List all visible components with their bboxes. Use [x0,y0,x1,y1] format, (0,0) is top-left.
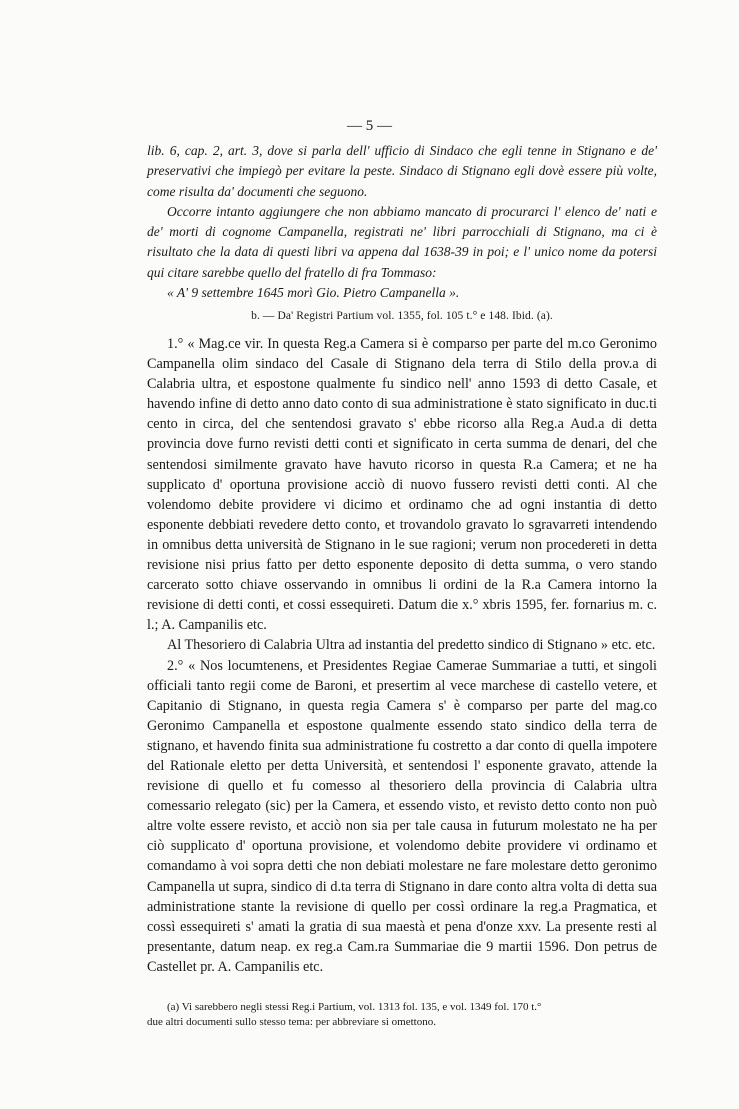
page-number: — 5 — [347,118,392,134]
source-reference: b. — Da' Registri Partium vol. 1355, fol. 105 t.° e 148. Ibid. (a). [251,310,553,322]
intro-text [147,141,657,303]
document-one: 1.° « Mag.ce vir. In questa Reg.a Camera si è comparso per parte del m.co Geronimo Campanella olim sindaco del Casale di Stignano dela terra di Stilo della prov.a di Calabria ultra, et espostone qualmente fu sindico nell' anno 1593 di detto Casale, et havendo infine di detto anno dato conto di sua administratione è stato significato in duc.ti cento in circa, del che sentendosi gravato s' ebbe ricorso alla Reg.a Aud.a di detta provincia dove furno revisti detti conti et significato in certa summa de denari, del che sentendosi similmente gravato have havuto ricorso in questa R.a Camera; et ne ha supplicato d' oportuna provisione acciò di nuovo fussero revisti detti conti. Al che volendomo debite providere vi dicimo et ordinamo che ad ogni instantia di detto esponente debbiati revedere detto conto, et trovandolo gravato lo sgravarreti intendendo in omnibus detta università de Stignano in le sue ragioni; verum non procedereti in detta revisione nisi prius fatto per detto esponente deposito di detta summa, o vero stando carcerato sotto chiave osservando in omnibus li ordini de la R.a Camera intorno la revisione di detti conti, et cossi essequireti. Datum die x.° xbris 1595, fer. fornarius m. c. l.; A. Campanilis etc. [147,336,657,634]
intro-paragraph: Occorre intanto aggiungere che non abbiamo mancato di procurarci l' elenco de' nati e de' morti di cognome Campanella, registrati ne' libri parrocchiali di Stignano, ma ci è risultato che la data di questi libri va appena dal 1638-39 in poi; e l' unico nome da potersi qui citare sarebbe quello del fratello di fra Tommaso: [147,203,657,280]
footnote [147,1000,657,1030]
document-addressee: Al Thesoriero di Calabria Ultra ad instantia del predetto sindico di Stignano » etc. etc. [167,637,656,654]
document-two: 2.° « Nos locumtenens, et Presidentes Regiae Camerae Summariae a tutti, et singoli officiali tanto regii come de Baroni, et presertim al vece marchese di castello vetere, et Capitanio di Stignano, in questa regia Camera s' è comparso per parte del mag.co Geronimo Campanella et espostone qualmente essendo stato sindico della terra de stignano, et havendo finita sua administratione fu costretto a dar conto di quella impotere del Rationale eletto per detta Università, et sentendosi l' esponente gravato, attende la revisione di quello et fu comesso al thesoriero della provincia di Calabria ultra comessario relegato (sic) per la Camera, et essendo visto, et revisto detto conto non può altre volte essere revisto, et acciò non sia per tale causa in futurum molestato ne ha per ciò supplicato d' oportuna provisione, et volendomo debite providere vi ordinamo et comandamo à voi sopra detti che non debiati molestare ne fare molestare detto geronimo Campanella ut supra, sindico di d.ta terra di Stignano in dare conto altra volta di detta sua administratione stante la revisione di quello per cossì ordinare la reg.a Pragmatica, et cossì essequireti s' amati la gratia di sua maestà et pena d'onze xxv. La presente resti al presentante, datum neap. ex reg.a Cam.ra Summariae die 9 martii 1596. Don petrus de Castellet pr. A. Campanilis etc. [147,657,657,975]
document-body [147,334,657,977]
footnote-line: (a) Vi sarebbero negli stessi Reg.i Partium, vol. 1313 fol. 135, e vol. 1349 fol. 170 t.° [167,1001,542,1013]
footnote-line: due altri documenti sullo stesso tema: per abbreviare si omettono. [147,1016,436,1028]
quoted-death-record: « A' 9 settembre 1645 morì Gio. Pietro Campanella ». [167,285,460,301]
intro-paragraph: lib. 6, cap. 2, art. 3, dove si parla dell' ufficio di Sindaco che egli tenne in Stignano e de' preservativi che impiegò per evitare la peste. Sindaco di Stignano egli dovè essere più volte, come risulta da' documenti che seguono. [147,143,657,199]
